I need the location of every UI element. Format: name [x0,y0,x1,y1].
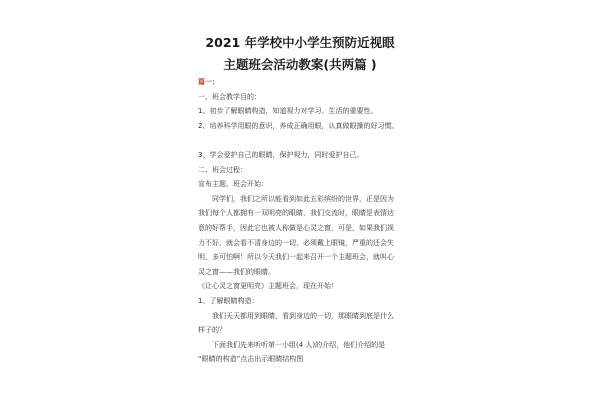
section-label: 篇一： [198,78,219,86]
body-line: 一、班会教学目的： [198,92,261,101]
body-line: 我们每个人都拥有一双明亮的眼睛，我们交流时，眼睛是表情达 [198,209,394,218]
body-line: 同学们，我们之所以能看到如此五彩缤纷的世界，正是因为 [212,194,394,203]
body-line: 意的好帮手，因此它也被人称做是心灵之窗，可是，如果我们视 [198,223,394,232]
body-line: 《让心灵之窗更明亮》主题班会，现在开始！ [198,282,338,291]
body-line: 2、培养科学用眼的意识，养成正确用眼，认真做眼操的好习惯。 [198,121,399,130]
body-line: 宣布主题，班会开始： [198,180,268,189]
body-line: 下面我们先来听听第一小组(4 人)的介绍，他们介绍的是 [212,340,386,349]
body-line: 1、初步了解眼睛构造，知道视力对学习、生活的重要性。 [198,107,378,116]
document-title-line-2: 主题班会活动教案(共两篇 ) [223,57,377,72]
document-body [198,75,418,367]
body-line: 3、学会爱护自己的眼睛，保护视力，同时爱护自己。 [198,150,364,159]
body-line: 样子的？ [198,326,226,335]
body-line: 明，多可怕啊！所以今天我们一起来召开一个主题班会，就叫心 [198,253,394,262]
body-line: 灵之窗——我们的眼睛。 [198,267,275,276]
body-line: 力不好，就会看不清身边的一切，必须戴上眼镜，严重的还会失 [198,238,394,247]
blank-line [198,133,418,148]
body-line: 1、了解眼睛构造： [198,296,259,305]
body-line: 二、班会过程： [198,165,247,174]
body-line: 我们天天都用到眼睛，看到身边的一切，那眼睛到底是什么 [212,311,394,320]
body-line: “眼睛的构造”点击出示眼睛结构图 [198,355,304,364]
document-title-line-1: 2021 年学校中小学生预防近视眼 [205,35,395,50]
